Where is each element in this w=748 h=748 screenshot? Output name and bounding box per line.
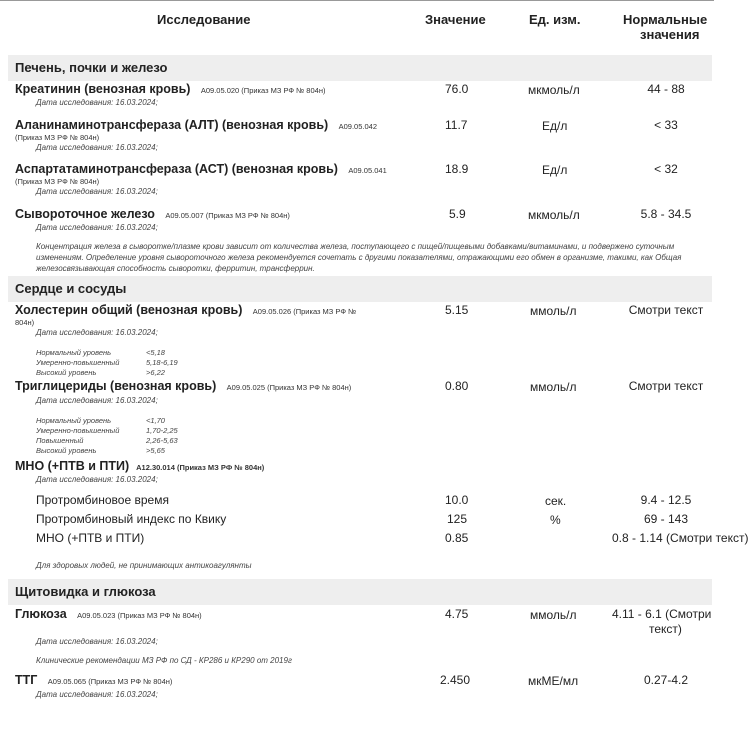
section-title: Щитовидка и глюкоза [15,584,156,599]
result-value: 5.15 [445,303,469,317]
test-code: A09.05.007 (Приказ МЗ РФ № 804н) [165,211,290,220]
test-glucose: Глюкоза A09.05.023 (Приказ МЗ РФ № 804н) [15,607,202,621]
test-date: Дата исследования: 16.03.2024; [36,223,158,232]
result-norm: < 32 [654,162,678,176]
test-date: Дата исследования: 16.03.2024; [36,690,158,699]
test-creatinine: Креатинин (венозная кровь) A09.05.020 (Приказ МЗ РФ № 804н) [15,82,326,96]
result-value: 18.9 [445,162,469,176]
test-tsh: ТТГ A09.05.065 (Приказ МЗ РФ № 804н) [15,673,173,687]
ref-value: 1,70-2,25 [146,426,178,435]
ref-label: Нормальный уровень [36,416,112,425]
result-norm-cont: текст) [649,622,682,636]
result-value: 125 [447,512,468,526]
test-code: A09.05.026 (Приказ МЗ РФ № [252,307,357,316]
test-note: Для здоровых людей, не принимающих антикоагулянты [36,561,252,570]
result-norm: < 33 [654,118,678,132]
ref-value: <1,70 [146,416,165,425]
test-date: Дата исследования: 16.03.2024; [36,328,158,337]
test-iron: Сывороточное железо A09.05.007 (Приказ МЗ РФ № 804н) [15,207,290,221]
result-norm: 0.27-4.2 [643,673,689,687]
test-code: A12.30.014 (Приказ МЗ РФ № 804н) [136,463,265,472]
result-value: 5.9 [449,207,466,221]
result-value: 4.75 [445,607,469,621]
result-unit: мкмоль/л [528,83,580,97]
column-header-test: Исследование [157,12,251,27]
test-date: Дата исследования: 16.03.2024; [36,637,158,646]
ref-label: Высокий уровень [36,368,97,377]
ref-value: >5,65 [146,446,165,455]
result-unit: ммоль/л [530,608,577,622]
subtest-name: Протромбиновое время [36,493,169,507]
test-code: A09.05.023 (Приказ МЗ РФ № 804н) [77,611,202,620]
test-code: A09.05.020 (Приказ МЗ РФ № 804н) [200,86,326,95]
result-norm: Смотри текст [628,379,704,393]
result-value: 0.80 [445,379,469,393]
ref-label: Повышенный [36,436,84,445]
ref-label: Нормальный уровень [36,348,112,357]
test-date: Дата исследования: 16.03.2024; [36,143,158,152]
result-unit: мкмоль/л [528,208,580,222]
result-unit: Ед/л [542,163,568,177]
result-norm: 5.8 - 34.5 [640,207,692,221]
result-norm: 44 - 88 [647,82,685,96]
ref-value: 5,18-6,19 [146,358,178,367]
section-title: Сердце и сосуды [15,281,127,296]
ref-label: Умеренно-повышенный [36,358,120,367]
ref-label: Высокий уровень [36,446,97,455]
section-heart [8,276,712,302]
column-header-normal-2: значения [640,27,700,42]
subtest-name: Протромбиновый индекс по Квику [36,512,227,526]
result-unit: Ед/л [542,119,568,133]
section-thyroid [8,579,712,605]
test-date: Дата исследования: 16.03.2024; [36,475,158,484]
test-triglycerides: Триглицериды (венозная кровь) A09.05.025 (Приказ МЗ РФ № 804н) [15,379,352,393]
result-value: 11.7 [445,118,468,132]
test-mno: МНО (+ПТВ и ПТИ) A12.30.014 (Приказ МЗ РФ № 804н) [15,459,265,473]
test-note: Концентрация железа в сыворотке/плазме крови зависит от количества железа, поступающего с пищей/пищевыми добавками/витаминами, и подвержено суточным изменениям. Определение уровня сывороточного железа рекомендуется сочетать с другими показателями, отражающими его обмен в организме, такими, как Общая железосвязывающая способность сыворотки, ферритин, трансферрин. [36,242,682,273]
result-value: 10.0 [445,493,469,507]
ref-label: Умеренно-повышенный [36,426,120,435]
ref-value: >6,22 [146,368,165,377]
result-unit: % [550,513,561,527]
ref-value: 2,26-5,63 [146,436,178,445]
test-code: A09.05.042 [338,122,377,131]
section-liver [8,55,712,81]
result-unit: сек. [545,494,567,508]
test-date: Дата исследования: 16.03.2024; [36,98,158,107]
test-code-cont: 804н) [15,318,35,327]
test-date: Дата исследования: 16.03.2024; [36,396,158,405]
result-unit: ммоль/л [530,304,577,318]
result-norm: Смотри текст [628,303,704,317]
test-cholesterol: Холестерин общий (венозная кровь) A09.05.026 (Приказ МЗ РФ № [15,303,357,317]
result-unit: мкМЕ/мл [528,674,579,688]
result-norm: 9.4 - 12.5 [640,493,692,507]
test-alt: Аланинаминотрансфераза (АЛТ) (венозная кровь) A09.05.042 [15,118,377,132]
test-code-cont: (Приказ МЗ РФ № 804н) [15,133,100,142]
subtest-name: МНО (+ПТВ и ПТИ) [36,531,145,545]
test-code: A09.05.025 (Приказ МЗ РФ № 804н) [226,383,352,392]
test-code: A09.05.065 (Приказ МЗ РФ № 804н) [47,677,173,686]
test-ast: Аспартатаминотрансфераза (АСТ) (венозная кровь) A09.05.041 [15,162,387,176]
test-code-cont: (Приказ МЗ РФ № 804н) [15,177,100,186]
result-value: 76.0 [445,82,469,96]
top-border [0,0,714,7]
column-header-value: Значение [425,12,486,27]
test-note: Клинические рекомендации МЗ РФ по СД - КР286 и КР290 от 2019г [36,656,292,665]
section-title: Печень, почки и железо [15,60,168,75]
ref-value: <5,18 [146,348,165,357]
result-norm: 0.8 - 1.14 (Смотри текст) [612,531,748,545]
result-norm: 4.11 - 6.1 (Смотри [612,607,712,621]
test-code: A09.05.041 [348,166,387,175]
column-header-unit: Ед. изм. [529,12,581,27]
result-norm: 69 - 143 [643,512,689,526]
column-header-normal-1: Нормальные [623,12,708,27]
result-value: 2.450 [440,673,471,687]
result-value: 0.85 [445,531,469,545]
test-date: Дата исследования: 16.03.2024; [36,187,158,196]
result-unit: ммоль/л [530,380,577,394]
